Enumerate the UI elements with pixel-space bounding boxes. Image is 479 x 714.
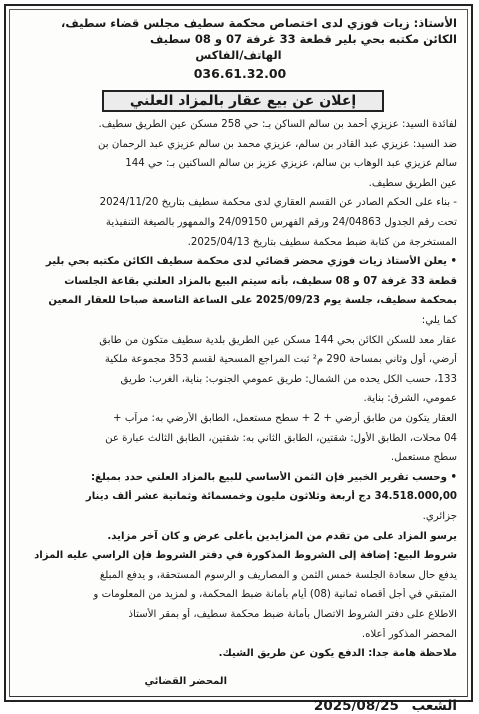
bailiff-name-line: الأستاذ: زيات فوزي لدى اختصاص محكمة سطيف مجلس قضاء سطيف، [61, 16, 457, 30]
body-line: لفائدة السيد: عزيزي أحمد بن سالم الساكن بـ: حي 258 مسكن عين الطريق سطيف. [98, 119, 457, 130]
body-line: جزائري. [422, 511, 457, 522]
legal-notice [4, 4, 473, 714]
body-line: ضد السيد: عزيزي عبد القادر بن سالم، عزيزي محمد بن سالم عزيزي عبد الرحمان بن [98, 138, 457, 150]
phone-label: الهاتف/الفاكس [195, 48, 282, 62]
body-line: العقار يتكون من طابق أرضي + 2 + سطح مستعمل، الطابق الأرضي به: مرآب + [113, 413, 457, 424]
publication-date: 2025/08/25 [313, 698, 399, 714]
bailiff-signature: المحضر القضائي [144, 676, 227, 687]
body-line: 133، حسب الكل يحده من الشمال: طريق عمومي الجنوب: بناية، الغرب: طريق [120, 373, 457, 385]
publication-footer [20, 698, 457, 714]
body-line: الاطلاع على دفتر الشروط الاتصال بأمانة ضبط محكمة سطيف، أو بمقر الأستاذ [128, 609, 457, 620]
body-line: • وحسب تقرير الخبير فإن الثمن الأساسي للبيع بالمزاد العلني حدد بمبلغ: [90, 471, 457, 483]
body-line: شروط البيع: إضافة إلى الشروط المذكورة في دفتر الشروط فإن الراسي عليه المزاد [34, 550, 457, 562]
body-line: المستخرجة من كتابة ضبط محكمة سطيف بتاريخ 2025/04/13. [187, 236, 457, 248]
body-line: 34.518.000,00 دج أربعة وثلاثون مليون وخمسمائة وثمانية عشر ألف دينار [85, 491, 457, 503]
body-line: يدفع حال سعادة الجلسة خمس الثمن و المصاريف و الرسوم المستحقة، و يدفع المبلغ [99, 569, 457, 581]
body-line: كما يلي: [421, 315, 457, 326]
notice-title: إعلان عن بيع عقار بالمزاد العلني [102, 90, 384, 112]
body-line: ملاحظة هامة جدا: الدفع يكون عن طريق الشيك. [218, 648, 457, 660]
body-line: تحت رقم الجدول 24/04863 ورقم الفهرس 24/09150 والممهور بالصيغة التنفيذية [105, 217, 457, 228]
body-line: 04 محلات، الطابق الأول: شقتين، الطابق الثاني به: شقتين، الطابق الثالث عبارة عن [105, 432, 457, 444]
body-line: • يعلن الأستاذ زيات فوزي محضر قضائي لدى محكمة سطيف الكائن مكتبه بحي بلير [45, 256, 457, 268]
body-line: بمحكمة سطيف، جلسة يوم 2025/09/23 على الساعة التاسعة صباحا للعقار المعين [48, 295, 457, 307]
bailiff-address-line: الكائن مكتبه بحي بلير قطعة 33 غرفة 07 و 08 سطيف [149, 32, 457, 46]
notice-frame [9, 9, 468, 714]
newspaper-name: الشعب [411, 698, 457, 714]
body-line: سطح مستعمل. [390, 452, 457, 464]
body-line: المتبقي في أجل أقصاه ثمانية (08) أيام بأمانة ضبط المحكمة، و لمزيد من المعلومات و [93, 589, 457, 601]
phone-number: 036.61.32.00 [193, 66, 287, 81]
body-line: عين الطريق سطيف. [368, 177, 457, 189]
body-line: - بناء على الحكم الصادر عن القسم العقاري لدى محكمة سطيف بتاريخ 2024/11/20 [99, 197, 457, 209]
footer-divider [10, 696, 467, 697]
body-line: المحضر المذكور أعلاه. [361, 628, 457, 640]
body-line: عقار معد للسكن الكائن بحي 144 مسكن عين الطريق بلدية سطيف متكون من طابق [99, 334, 457, 346]
body-line: يرسو المزاد على من تقدم من المزايدين بأعلى عرض و كان آخر مزايد. [107, 530, 457, 542]
body-line: عمومي، الشرق: بناية. [363, 393, 457, 405]
body-line: أرضي، أول وثاني بمساحة 290 م² ثبت المراجع المسحية لقسم 353 مجموعة ملكية [104, 354, 457, 366]
body-line: سالم عزيزي عبد الوهاب بن سالم، عزيزي عزيز بن سالم الساكنين بـ: حي 144 [125, 158, 457, 170]
body-line: قطعة 33 غرفة 07 و 08 سطيف، بأنه سيتم البيع بالمزاد العلني بقاعة الجلسات [64, 275, 457, 287]
